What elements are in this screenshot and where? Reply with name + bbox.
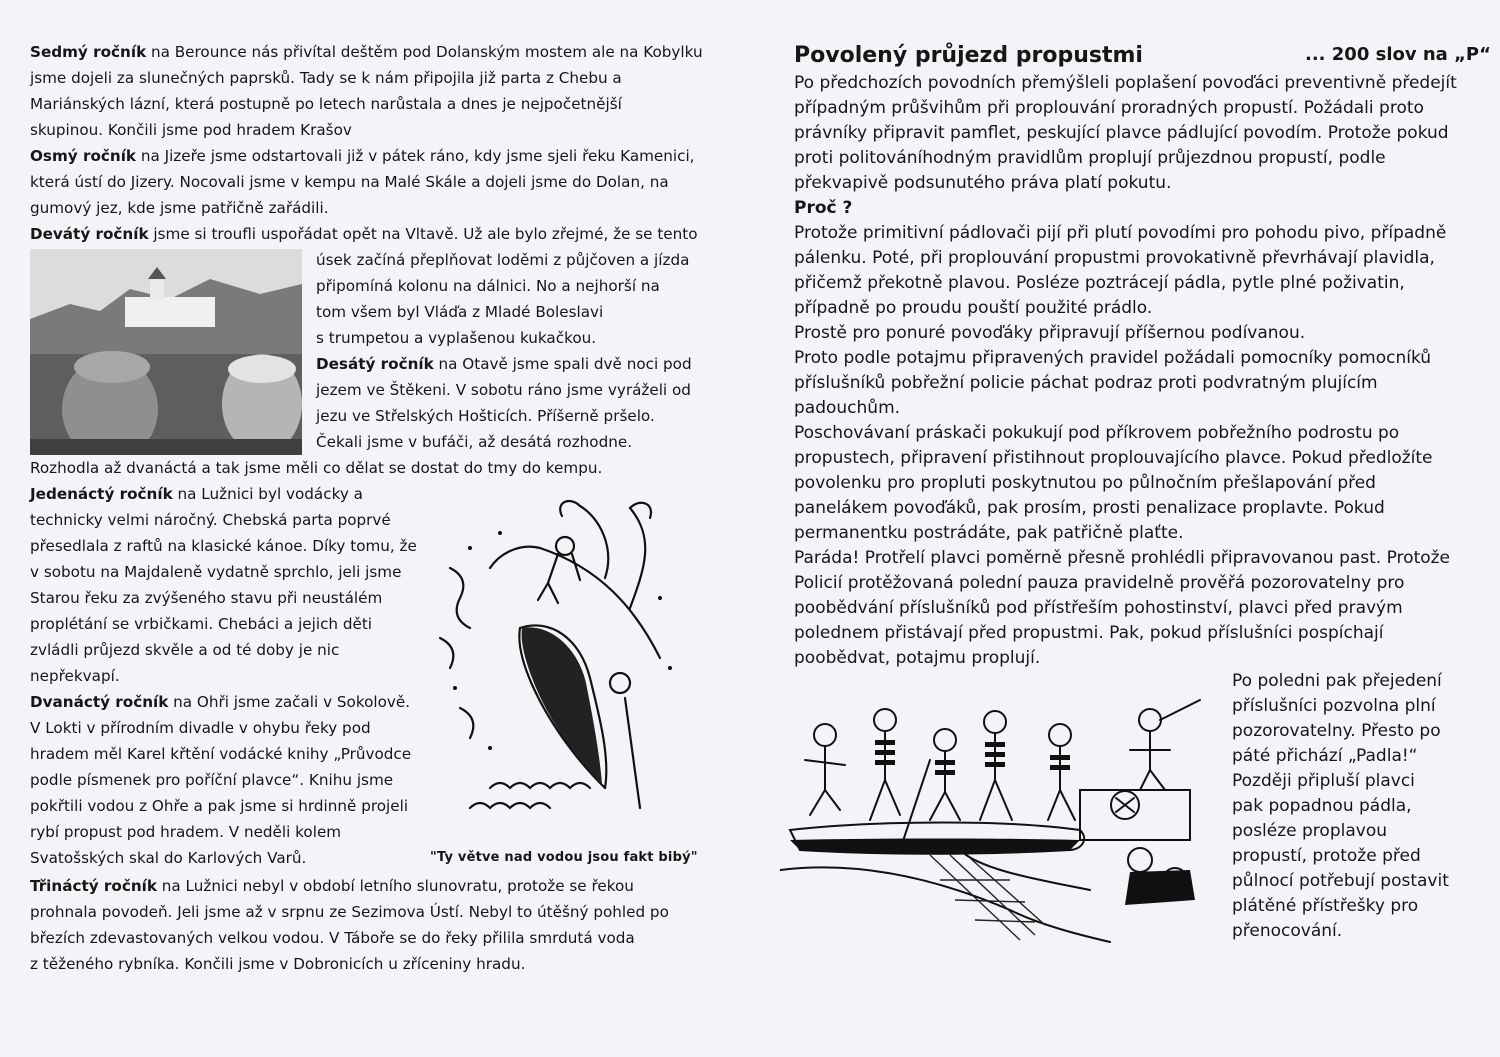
line-text: panelákem povoďáků, pak prosím, prosti penalizace proplavte. Pokud [794, 498, 1385, 518]
line-text: padouchům. [794, 398, 901, 418]
text-line [30, 666, 120, 686]
text-line [316, 328, 596, 348]
line-text: Po poledni pak přejedení [1232, 671, 1442, 691]
line-text: na Otavě jsme spali dvě noci pod [433, 355, 692, 373]
line-text: na Lužnici nebyl v období letního slunovratu, protože se řekou [156, 877, 634, 895]
line-text: pozorovatelny. Přesto po [1232, 721, 1441, 741]
line-text: Svatošských skal do Karlových Varů. [30, 849, 307, 867]
text-line [316, 250, 689, 270]
text-line [30, 744, 411, 764]
text-line [794, 72, 1457, 94]
text-line [1232, 920, 1342, 942]
text-line [30, 902, 669, 922]
line-text: přičemž překotně plavou. Posléze poztrácejí pádla, pytle plné poživatin, [794, 273, 1405, 293]
bold-lead: Devátý ročník [30, 225, 149, 243]
line-text: pálenku. Poté, při proplouvání propustmi provokativně převrhávají plavidla, [794, 248, 1435, 268]
text-line [1232, 845, 1421, 867]
text-line [30, 822, 341, 842]
text-line [794, 497, 1385, 519]
text-line [794, 647, 1040, 669]
line-text: na Ohři jsme začali v Sokolově. [168, 693, 411, 711]
text-line [30, 68, 622, 88]
text-line [794, 297, 1152, 319]
line-text: Prostě pro ponuré povoďáky připravují příšernou podívanou. [794, 323, 1306, 343]
line-text: případně po proudu pouští použité prádlo. [794, 298, 1153, 318]
text-line [30, 198, 329, 218]
text-line [794, 172, 1171, 194]
cartoon-canoe-tree [430, 488, 690, 822]
line-text: proti politováníhodným pravidlům proplují průjezdnou propustí, podle [794, 148, 1386, 168]
line-text: na Lužnici byl vodácky a [172, 485, 363, 503]
text-line [794, 322, 1305, 344]
text-line [30, 510, 391, 530]
text-line [794, 522, 1184, 544]
cartoon-boats-police [780, 680, 1220, 954]
bold-lead: Osmý ročník [30, 147, 137, 165]
text-line [30, 94, 622, 114]
line-text: Proto podle potajmu připravených pravidel požádali pomocníky pomocníků [794, 348, 1432, 368]
text-line [1232, 695, 1436, 717]
line-text: polednem přistávají před propustmi. Pak, pokud příslušníci pospíchají [794, 623, 1384, 643]
text-line [794, 622, 1383, 644]
line-text: případným průšvihům při proplouvání proradných propustí. Požádali proto [794, 98, 1424, 118]
line-text: jsme dojeli za slunečných paprsků. Tady se k nám připojila již parta z Chebu a [30, 69, 622, 87]
line-text: která ústí do Jizery. Nocovali jsme v kempu na Malé Skále a dojeli jsme do Dolan, na [30, 173, 669, 191]
text-line [1232, 795, 1412, 817]
text-line [1232, 720, 1441, 742]
line-text: propustí, protože před [1232, 846, 1421, 866]
bold-lead: Třináctý ročník [30, 877, 157, 895]
text-line [794, 472, 1376, 494]
line-text: zvládli průjezd skvěle a od té doby je nic [30, 641, 340, 659]
line-text: propustech, připravení přistihnout proplouvajícího plavce. Pokud předložíte [794, 448, 1433, 468]
text-line [794, 97, 1424, 119]
line-text: jezu ve Střelských Hošticích. Příšerně pršelo. [316, 407, 655, 425]
bold-lead: Sedmý ročník [30, 43, 147, 61]
line-text: právníky připravit pamflet, peskující plavce pádlující povodím. Protože pokud [794, 123, 1449, 143]
text-line [794, 347, 1431, 369]
text-line [794, 372, 1378, 394]
text-line [1232, 670, 1442, 692]
text-line [794, 247, 1435, 269]
line-text: poobědvat, potajmu proplují. [794, 648, 1041, 668]
article-subtitle: ... 200 slov na „P“ [1305, 44, 1491, 65]
text-line [30, 172, 669, 192]
line-text: povolenku pro propluti poskytnutou po půlnočním přešlapování před [794, 473, 1376, 493]
line-text: jezem ve Štěkeni. V sobotu ráno jsme vyráželi od [316, 381, 691, 399]
text-line [794, 597, 1403, 619]
line-text: přenocování. [1232, 921, 1343, 941]
line-text: přesedlala z raftů na klasické kánoe. Díky tomu, že [30, 537, 417, 555]
text-line [30, 458, 602, 478]
bold-lead: Dvanáctý ročník [30, 693, 169, 711]
text-line [30, 562, 401, 582]
line-text: Rozhodla až dvanáctá a tak jsme měli co dělat se dostat do tmy do kempu. [30, 459, 603, 477]
text-line [316, 354, 692, 374]
text-line [30, 536, 417, 556]
text-line [794, 572, 1404, 594]
line-text: s trumpetou a vyplašenou kukačkou. [316, 329, 597, 347]
text-line [316, 432, 632, 452]
text-line [794, 547, 1450, 569]
line-text: půlnocí potřebují postavit [1232, 871, 1449, 891]
line-text: připomíná kolonu na dálnici. No a nejhorší na [316, 277, 660, 295]
line-text: V Lokti v přírodním divadle v ohybu řeky pod [30, 719, 371, 737]
line-text: Později připluší plavci [1232, 771, 1415, 791]
text-line [316, 406, 655, 426]
line-text: na Jizeře jsme odstartovali již v pátek ráno, kdy jsme sjeli řeku Kamenici, [136, 147, 695, 165]
text-line [1232, 870, 1449, 892]
text-line [30, 954, 525, 974]
text-line [1232, 745, 1418, 767]
line-text: Starou řeku za zvýšeného stavu při neustálém [30, 589, 383, 607]
text-line [1232, 895, 1418, 917]
line-text: rybí propust pod hradem. V neděli kolem [30, 823, 342, 841]
line-text: proplétání se vrbičkami. Chebáci a jejich děti [30, 615, 373, 633]
line-text: na Berounce nás přivítal deštěm pod Dolanským mostem ale na Kobylku [146, 43, 703, 61]
line-text: posléze proplavou [1232, 821, 1387, 841]
cartoon-caption: "Ty větve nad vodou jsou fakt bibý" [430, 850, 698, 865]
article-title: Povolený průjezd propustmi [794, 43, 1143, 68]
line-text: Policií protěžovaná polední pauza pravidelně prověřá pozorovatelny pro [794, 573, 1405, 593]
line-text: plátěné přístřešky pro [1232, 896, 1419, 916]
text-line [794, 272, 1405, 294]
text-line [794, 222, 1446, 244]
line-text: gumový jez, kde jsme patřičně zařádili. [30, 199, 329, 217]
line-text: Po předchozích povodních přemýšleli poplašení povoďáci preventivně předejít [794, 73, 1457, 93]
text-line [30, 692, 410, 712]
text-line [794, 422, 1399, 444]
text-line [30, 848, 306, 868]
line-text: Protože primitivní pádlovači pijí při plutí povodími pro pohodu pivo, případně [794, 223, 1447, 243]
line-text: z těženého rybníka. Končili jsme v Dobronicích u zříceniny hradu. [30, 955, 526, 973]
line-text: Poschovávaní práskači pokukují pod příkrovem pobřežního podrostu po [794, 423, 1400, 443]
line-text: podle písmenek pro poříční plavce“. Knihu jsme [30, 771, 394, 789]
text-line [794, 122, 1449, 144]
text-line [316, 302, 603, 322]
text-line [30, 588, 382, 608]
line-text: hradem měl Karel křtění vodácké knihy „Průvodce [30, 745, 412, 763]
text-line [30, 42, 703, 62]
line-text: tom všem byl Vláďa z Mladé Boleslavi [316, 303, 604, 321]
text-line [794, 397, 900, 419]
line-text: příslušníků pobřežní policie páchat podraz proti podvratným plujícím [794, 373, 1378, 393]
text-line [30, 796, 408, 816]
bold-lead: Proč ? [794, 198, 853, 218]
text-line [316, 276, 660, 296]
text-line [30, 718, 371, 738]
text-line [30, 928, 635, 948]
text-line [794, 147, 1386, 169]
text-line [30, 484, 363, 504]
line-text: nepřekvapí. [30, 667, 120, 685]
text-line [1232, 820, 1387, 842]
text-line [30, 640, 339, 660]
text-line [30, 614, 372, 634]
text-line [794, 197, 852, 219]
line-text: překvapivě podsunutého práva platí pokutu. [794, 173, 1172, 193]
line-text: pokřtili vodou z Ohře a pak jsme si hrdinně projeli [30, 797, 409, 815]
text-line [1232, 770, 1415, 792]
line-text: březích zdevastovaných velkou vodou. V Táboře se do řeky přilila smrdutá voda [30, 929, 635, 947]
line-text: prohnala povodeň. Jeli jsme až v srpnu ze Sezimova Ústí. Nebyl to útěšný pohled po [30, 903, 669, 921]
text-line [30, 770, 393, 790]
line-text: skupinou. Končili jsme pod hradem Krašov [30, 121, 352, 139]
text-line [30, 120, 352, 140]
line-text: pak popadnou pádla, [1232, 796, 1412, 816]
line-text: Mariánských lázní, která postupně po letech narůstala a dnes je nejpočetnější [30, 95, 622, 113]
line-text: Paráda! Protřelí plavci poměrně přesně prohlédli připravovanou past. Protože [794, 548, 1451, 568]
line-text: jsme si troufli uspořádat opět na Vltavě. Už ale bylo zřejmé, že se tento [148, 225, 698, 243]
text-line [30, 876, 634, 896]
line-text: Čekali jsme v bufáči, až desátá rozhodne. [316, 433, 633, 451]
text-line [30, 146, 695, 166]
line-text: příslušníci pozvolna plní [1232, 696, 1436, 716]
line-text: technicky velmi náročný. Chebská parta poprvé [30, 511, 391, 529]
text-line [316, 380, 691, 400]
line-text: páté přichází „Padla!“ [1232, 746, 1418, 766]
bold-lead: Desátý ročník [316, 355, 434, 373]
line-text: úsek začíná přeplňovat loděmi z půjčoven a jízda [316, 251, 690, 269]
line-text: permanentku postrádáte, pak patřičně plaťte. [794, 523, 1184, 543]
line-text: poobědvání příslušníků pod přístřeším pohostinství, plavci před pravým [794, 598, 1403, 618]
text-line [794, 447, 1433, 469]
line-text: v sobotu na Majdaleně vydatně sprchlo, jeli jsme [30, 563, 402, 581]
bold-lead: Jedenáctý ročník [30, 485, 173, 503]
text-line [30, 224, 698, 244]
photo-castle-river [30, 249, 302, 455]
